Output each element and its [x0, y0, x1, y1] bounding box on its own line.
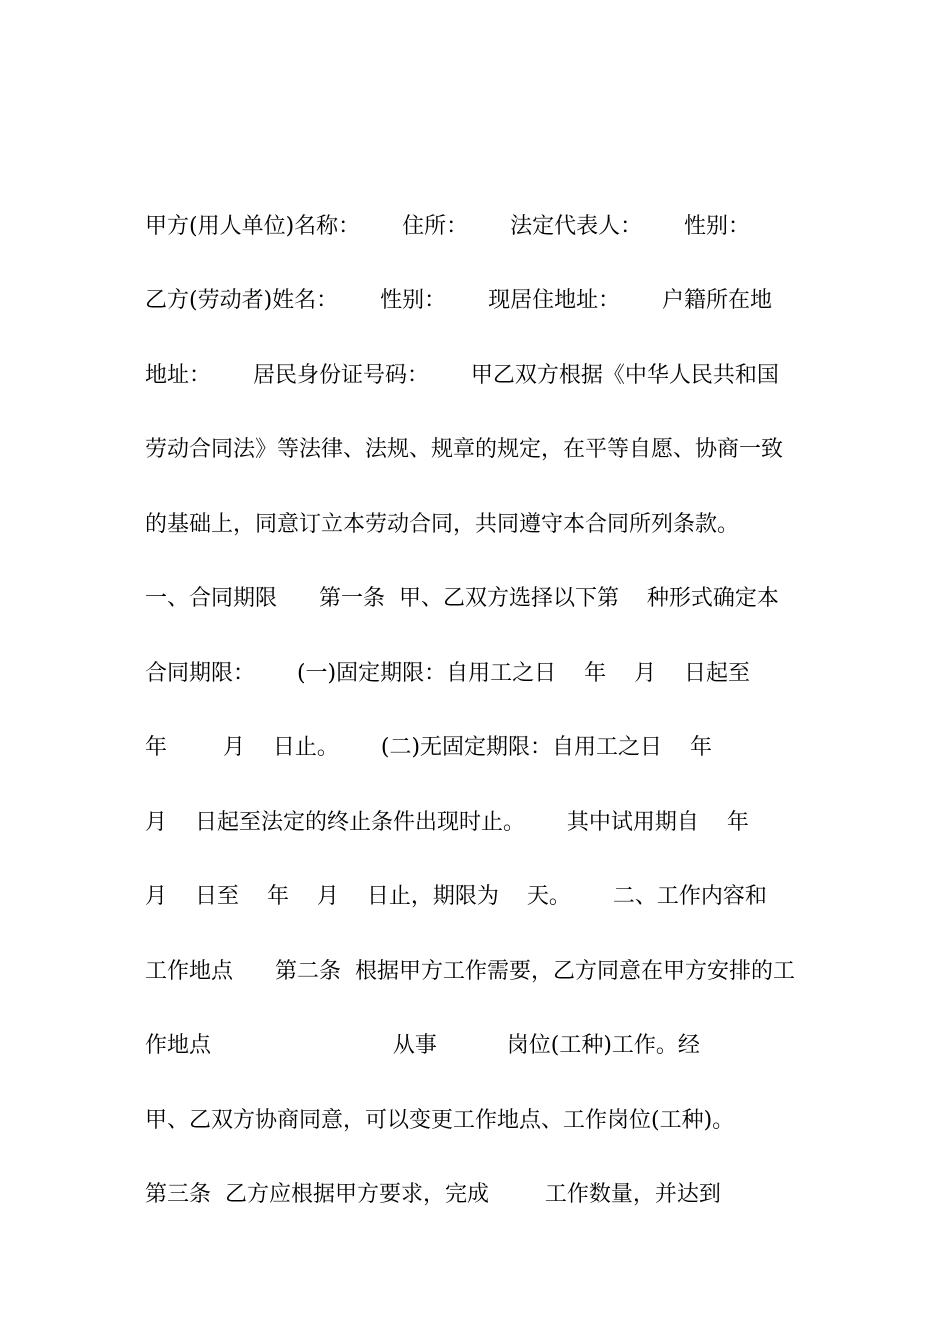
text-line: 第三条 乙方应根据甲方要求，完成 工作数量，并达到 [145, 1182, 721, 1207]
text-line: 地址： 居民身份证号码： 甲乙双方根据《中华人民共和国 [145, 363, 779, 388]
text-line: 一、合同期限 第一条 甲、乙双方选择以下第 种形式确定本 [145, 586, 779, 611]
text-line: 劳动合同法》等法律、法规、规章的规定，在平等自愿、协商一致 [145, 437, 784, 462]
text-line: 年 月 日止。 (二)无固定期限：自用工之日 年 [145, 735, 713, 760]
text-line: 甲、乙双方协商同意，可以变更工作地点、工作岗位(工种)。 [145, 1108, 735, 1133]
text-line: 的基础上，同意订立本劳动合同，共同遵守本合同所列条款。 [145, 512, 740, 537]
text-line: 工作地点 第二条 根据甲方工作需要，乙方同意在甲方安排的工 [145, 959, 795, 984]
text-line: 月 日至 年 月 日止，期限为 天。 二、工作内容和 [145, 884, 767, 909]
text-line: 乙方(劳动者)姓名： 性别： 现居住地址： 户籍所在地 [145, 288, 773, 313]
text-line: 作地点 从事 岗位(工种)工作。经 [145, 1033, 700, 1058]
text-line: 合同期限： (一)固定期限：自用工之日 年 月 日起至 [145, 661, 751, 686]
text-line: 月 日起至法定的终止条件出现时止。 其中试用期自 年 [145, 810, 749, 835]
text-line: 甲方(用人单位)名称： 住所： 法定代表人： 性别： [145, 214, 751, 239]
